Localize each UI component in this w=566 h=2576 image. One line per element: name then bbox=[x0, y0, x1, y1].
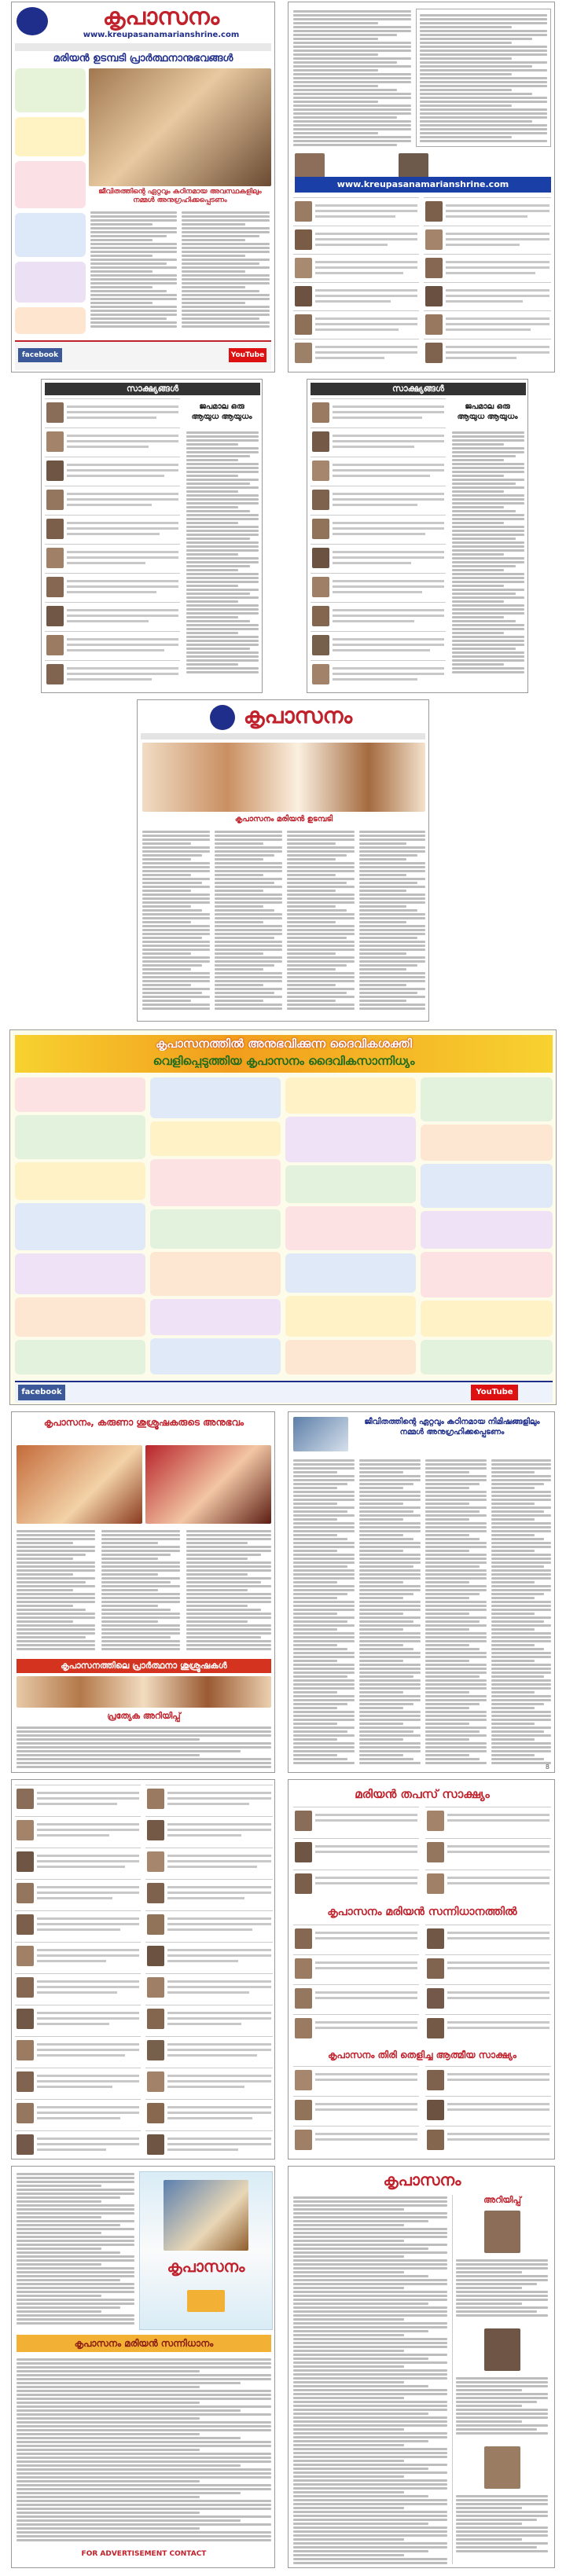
page2-index-box bbox=[416, 9, 551, 147]
page6-box bbox=[15, 1253, 145, 1294]
page10-top-testimonials bbox=[293, 1807, 551, 1901]
page1-body-text-a bbox=[90, 210, 177, 336]
masthead-url[interactable]: www.kreupasanamarianshrine.com bbox=[83, 31, 240, 39]
page6-box bbox=[285, 1206, 416, 1250]
page-8 bbox=[288, 1411, 555, 1773]
page6-box bbox=[421, 1164, 553, 1208]
page5-title: കൃപാസനം bbox=[243, 703, 353, 728]
page11-poster bbox=[139, 2171, 273, 2330]
page2-testimonials-right bbox=[424, 197, 551, 367]
page2-testimonials-left bbox=[293, 197, 419, 367]
page6-box bbox=[421, 1077, 553, 1121]
facebook-icon[interactable]: facebook bbox=[18, 348, 62, 362]
page3-side-heading: ജപമാല ഒരു ആയുധ ആയുധം bbox=[191, 402, 252, 421]
page10-bottom-testimonials bbox=[293, 2066, 551, 2156]
page1-box-pink bbox=[15, 161, 86, 208]
page6-box bbox=[15, 1203, 145, 1250]
page4-section-label: സാക്ഷ്യങ്ങൾ bbox=[311, 383, 526, 395]
masthead-strip bbox=[15, 43, 271, 51]
page12-sidebar-photo-1 bbox=[484, 2211, 520, 2253]
youtube-icon[interactable]: YouTube bbox=[471, 1385, 518, 1400]
page7-photo-right bbox=[145, 1445, 271, 1524]
kreupasanam-logo bbox=[17, 7, 48, 35]
page5-text-col-2 bbox=[215, 829, 282, 1018]
page-4 bbox=[307, 379, 528, 693]
page6-box bbox=[421, 1301, 553, 1337]
page3-side-text bbox=[186, 430, 259, 689]
page6-banner-line2: വെളിപ്പെടുത്തിയ കൃപാസനം ദൈവികസാന്നിധ്യം bbox=[153, 1054, 415, 1068]
page1-box-green bbox=[15, 68, 86, 112]
page-5 bbox=[137, 699, 429, 1022]
page1-box-lavender bbox=[15, 262, 86, 303]
page6-box bbox=[285, 1253, 416, 1293]
page6-box bbox=[15, 1340, 145, 1374]
page7-text-right bbox=[186, 1528, 271, 1654]
page6-column-4 bbox=[421, 1077, 553, 1376]
page5-main-photo bbox=[142, 743, 425, 812]
page8-page-number: 8 bbox=[545, 1763, 549, 1771]
page1-feature-title: ജീവിതത്തിന്റെ ഏറ്റവും കഠിനമായ അവസ്ഥകളിലും നമ്മൾ അനുഗ്രഹിക്കപ്പെടണം bbox=[98, 188, 262, 204]
page6-box bbox=[150, 1338, 281, 1374]
page10-mid-headline: കൃപാസനം മരിയൻ സന്നിധാനത്തിൽ bbox=[327, 1906, 517, 1918]
page1-body-text-b bbox=[182, 210, 270, 336]
page6-box bbox=[15, 1297, 145, 1337]
page6-box bbox=[421, 1340, 553, 1374]
page6-column-1 bbox=[15, 1077, 145, 1376]
page3-testimonials bbox=[45, 398, 180, 689]
page9-testimonials-right bbox=[145, 1785, 273, 2157]
page4-testimonials bbox=[311, 398, 446, 689]
page12-title: കൃപാസനം bbox=[383, 2171, 461, 2189]
page12-sidebar-photo-2 bbox=[484, 2328, 520, 2371]
page1-feature-photo bbox=[89, 68, 271, 186]
page8-text-3 bbox=[425, 1458, 487, 1767]
page6-column-2 bbox=[150, 1077, 281, 1376]
page5-text-col-3 bbox=[287, 829, 355, 1018]
page6-box bbox=[285, 1340, 416, 1374]
page-3 bbox=[41, 379, 263, 693]
page-1 bbox=[11, 2, 275, 372]
page11-poster-badge bbox=[187, 2290, 225, 2312]
page1-footer-bar bbox=[15, 340, 271, 370]
page11-poster-image bbox=[164, 2180, 248, 2251]
page7-text-left bbox=[17, 1528, 95, 1654]
page-7 bbox=[11, 1411, 275, 1773]
page7-banner: കൃപാസനത്തിലെ പ്രാർത്ഥനാ ശുശ്രൂഷകൾ bbox=[17, 1659, 271, 1673]
page3-section-label: സാക്ഷ്യങ്ങൾ bbox=[45, 383, 260, 395]
page8-text-2 bbox=[359, 1458, 421, 1767]
page11-footer-note: FOR ADVERTISEMENT CONTACT bbox=[81, 2550, 207, 2558]
page6-box bbox=[421, 1252, 553, 1297]
page6-box bbox=[285, 1165, 416, 1203]
facebook-icon[interactable]: facebook bbox=[18, 1385, 65, 1400]
page11-poster-title: കൃപാസനം bbox=[167, 2257, 245, 2276]
page10-bottom-headline: കൃപാസനം തിരി തെളിച്ച ആത്മീയ സാക്ഷ്യം bbox=[293, 2047, 551, 2063]
page6-box bbox=[285, 1296, 416, 1337]
page1-box-blue bbox=[15, 213, 86, 257]
page6-box bbox=[150, 1252, 281, 1296]
page4-side-text bbox=[452, 430, 524, 689]
page11-banner: കൃപാസനം മരിയൻ സന്നിധാനം bbox=[17, 2335, 271, 2352]
page-11 bbox=[11, 2166, 275, 2568]
page8-text-1 bbox=[293, 1458, 355, 1767]
page6-box bbox=[15, 1115, 145, 1159]
page1-box-yellow bbox=[15, 117, 86, 156]
page9-testimonials-left bbox=[15, 1785, 141, 2157]
page8-headline: ജീവിതത്തിന്റെ ഏറ്റവും കഠിനമായ നിമിഷങ്ങളിലും നമ്മൾ അനുഗ്രഹിക്കപ്പെടണം bbox=[364, 1418, 540, 1437]
page12-sidebar bbox=[452, 2195, 551, 2564]
page7-headline: കൃപാസനം, കരുണാ ശുശ്രൂഷകരുടെ അനുഭവം bbox=[43, 1417, 244, 1428]
page-9 bbox=[11, 1779, 275, 2160]
page1-left-column bbox=[15, 68, 86, 336]
page5-logo bbox=[210, 705, 235, 730]
page6-box bbox=[15, 1077, 145, 1112]
page12-sidebar-photo-3 bbox=[484, 2446, 520, 2489]
page8-text-4 bbox=[491, 1458, 551, 1767]
page6-box bbox=[150, 1209, 281, 1249]
masthead-title: കൃപാസനം bbox=[102, 3, 220, 31]
page6-box bbox=[150, 1299, 281, 1335]
page12-notice-heading: അറിയിപ്പ് bbox=[483, 2195, 521, 2205]
page-12 bbox=[288, 2166, 555, 2568]
page1-headline: മരിയൻ ഉടമ്പടി പ്രാർത്ഥനാനുഭവങ്ങൾ bbox=[53, 53, 233, 64]
page6-banner bbox=[15, 1035, 553, 1073]
page2-website-banner[interactable]: www.kreupasanamarianshrine.com bbox=[295, 177, 551, 193]
page-2 bbox=[288, 2, 555, 372]
page6-box bbox=[150, 1159, 281, 1206]
page7-strip-photo bbox=[17, 1676, 271, 1708]
page6-banner-line1: കൃപാസനത്തിൽ അനുഭവിക്കുന്ന ദൈവികശക്തി bbox=[156, 1037, 412, 1051]
page6-footer bbox=[15, 1381, 553, 1403]
page5-strip bbox=[141, 733, 425, 739]
page7-text-mid bbox=[101, 1528, 180, 1654]
page12-text-left bbox=[293, 2195, 447, 2564]
page5-text-col-1 bbox=[142, 829, 210, 1018]
page2-column-a bbox=[293, 9, 411, 150]
page-6 bbox=[9, 1029, 557, 1405]
page1-box-peach bbox=[15, 307, 86, 334]
page7-photo-left bbox=[17, 1445, 142, 1524]
page6-box bbox=[421, 1211, 553, 1249]
page6-box bbox=[285, 1117, 416, 1162]
youtube-icon[interactable]: YouTube bbox=[229, 348, 266, 362]
page7-subhead: പ്രത്യേക അറിയിപ്പ് bbox=[107, 1711, 181, 1721]
page10-mid-testimonials bbox=[293, 1925, 551, 2042]
page8-photo bbox=[293, 1417, 348, 1451]
page6-box bbox=[150, 1121, 281, 1156]
page5-caption: കൃപാസനം മരിയൻ ഉടമ്പടി bbox=[234, 815, 333, 824]
page6-box bbox=[15, 1162, 145, 1200]
page5-text-col-4 bbox=[359, 829, 425, 1018]
page7-bottom-text bbox=[17, 1725, 271, 1769]
page6-box bbox=[421, 1125, 553, 1161]
page10-headline: മരിയൻ തപസ് സാക്ഷ്യം bbox=[293, 1785, 551, 1804]
page6-box bbox=[150, 1077, 281, 1118]
page6-column-3 bbox=[285, 1077, 416, 1376]
page11-bottom-text bbox=[17, 2357, 271, 2545]
page-10 bbox=[288, 1779, 555, 2160]
page6-box bbox=[285, 1077, 416, 1114]
page11-left-text bbox=[17, 2171, 134, 2328]
page4-side-heading: ജപമാല ഒരു ആയുധ ആയുധം bbox=[457, 402, 518, 421]
